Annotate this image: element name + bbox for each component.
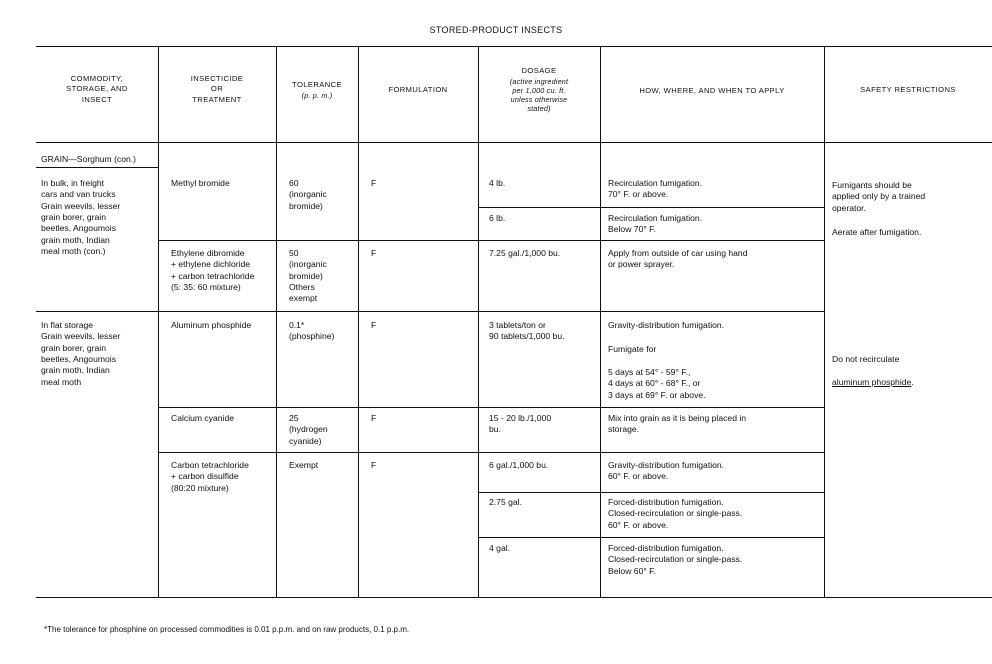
header-formulation: FORMULATION bbox=[388, 85, 448, 94]
commodity-in-bulk: In bulk, in freight cars and van trucks Grain weevils, lesser grain borer, grain beetles, Angoumois grain moth, Indian meal moth (con.) bbox=[41, 178, 121, 257]
tolerance-methyl-bromide: 60 (inorganic bromide) bbox=[289, 178, 327, 211]
formulation-calcium-cyanide: F bbox=[371, 413, 377, 423]
tolerance-aluminum-phosphide: 0.1* (phosphine) bbox=[289, 320, 335, 342]
row-divider bbox=[158, 407, 824, 408]
row-divider bbox=[158, 452, 824, 453]
how-aluminum-phosphide-3: 5 days at 54° - 59° F., 4 days at 60° - 68° F., or 3 days at 69° F. or above. bbox=[608, 367, 706, 400]
dosage-methyl-bromide-1: 4 lb. bbox=[489, 178, 506, 188]
row-divider bbox=[158, 240, 824, 241]
section-title: GRAIN—Sorghum (con.) bbox=[41, 154, 137, 164]
header-insecticide: INSECTICIDE OR TREATMENT bbox=[190, 74, 244, 104]
column-divider bbox=[478, 46, 479, 597]
table-bottom-rule bbox=[36, 597, 992, 598]
formulation-methyl-bromide: F bbox=[371, 178, 377, 188]
formulation-carbon-tetrachloride: F bbox=[371, 460, 377, 470]
header-safety: SAFETY RESTRICTIONS bbox=[860, 85, 956, 94]
column-divider bbox=[276, 46, 277, 597]
safety-suffix: . bbox=[911, 377, 914, 388]
column-divider bbox=[824, 46, 825, 597]
group-divider bbox=[36, 311, 824, 312]
page-title: STORED-PRODUCT INSECTS bbox=[429, 25, 563, 35]
row-divider bbox=[478, 492, 824, 493]
safety-underlined: aluminum phosphide bbox=[832, 377, 912, 388]
safety-aerate: Aerate after fumigation. bbox=[832, 227, 922, 237]
header-how: HOW, WHERE, AND WHEN TO APPLY bbox=[639, 86, 785, 95]
row-divider bbox=[478, 207, 824, 208]
header-bottom-rule bbox=[36, 142, 992, 143]
how-methyl-bromide-2: Recirculation fumigation. Below 70° F. bbox=[608, 213, 703, 235]
dosage-carbon-tetrachloride-1: 6 gal./1,000 bu. bbox=[489, 460, 549, 470]
how-aluminum-phosphide-1: Gravity-distribution fumigation. bbox=[608, 320, 725, 330]
dosage-aluminum-phosphide: 3 tablets/ton or 90 tablets/1,000 bu. bbox=[489, 320, 565, 342]
insecticide-methyl-bromide: Methyl bromide bbox=[171, 178, 230, 188]
dosage-methyl-bromide-2: 6 lb. bbox=[489, 213, 506, 223]
header-tolerance-unit: (p. p. m.) bbox=[301, 91, 333, 100]
row-divider bbox=[478, 537, 824, 538]
header-dosage: DOSAGE bbox=[521, 66, 557, 75]
dosage-carbon-tetrachloride-2: 2.75 gal. bbox=[489, 497, 522, 507]
column-divider bbox=[158, 46, 159, 597]
how-ethylene-dibromide: Apply from outside of car using hand or power sprayer. bbox=[608, 248, 748, 270]
column-divider bbox=[600, 46, 601, 597]
footnote: *The tolerance for phosphine on processed commodities is 0.01 p.p.m. and on raw products, 0.1 p.p.m. bbox=[44, 625, 410, 634]
tolerance-ethylene-dibromide: 50 (inorganic bromide) Others exempt bbox=[289, 248, 327, 304]
dosage-calcium-cyanide: 15 - 20 lb./1,000 bu. bbox=[489, 413, 552, 435]
safety-prefix: Do not recirculate bbox=[832, 354, 900, 365]
header-dosage-note: (active ingredient per 1,000 cu. ft. unless otherwise stated) bbox=[509, 77, 569, 113]
insecticide-ethylene-dibromide: Ethylene dibromide + ethylene dichloride + carbon tetrachloride (5: 35: 60 mixture) bbox=[171, 248, 255, 293]
tolerance-calcium-cyanide: 25 (hydrogen cyanide) bbox=[289, 413, 328, 446]
insecticide-calcium-cyanide: Calcium cyanide bbox=[171, 413, 235, 423]
insecticide-carbon-tetrachloride: Carbon tetrachloride + carbon disulfide (80:20 mixture) bbox=[171, 460, 249, 493]
section-title-rule bbox=[36, 167, 158, 168]
how-calcium-cyanide: Mix into grain as it is being placed in storage. bbox=[608, 413, 747, 435]
how-aluminum-phosphide-2: Fumigate for bbox=[608, 344, 657, 354]
how-carbon-tetrachloride-3: Forced-distribution fumigation. Closed-recirculation or single-pass. Below 60° F. bbox=[608, 543, 743, 576]
commodity-flat-storage: In flat storage Grain weevils, lesser grain borer, grain beetles, Angoumois grain moth, Indian meal moth bbox=[41, 320, 121, 387]
how-carbon-tetrachloride-2: Forced-distribution fumigation. Closed-recirculation or single-pass. 60° F. or above. bbox=[608, 497, 743, 530]
tolerance-carbon-tetrachloride: Exempt bbox=[289, 460, 319, 470]
table-top-rule bbox=[36, 46, 992, 47]
safety-aluminum-phosphide bbox=[832, 343, 914, 388]
formulation-ethylene-dibromide: F bbox=[371, 248, 377, 258]
dosage-carbon-tetrachloride-3: 4 gal. bbox=[489, 543, 511, 553]
safety-fumigants: Fumigants should be applied only by a trained operator. bbox=[832, 180, 926, 213]
formulation-aluminum-phosphide: F bbox=[371, 320, 377, 330]
how-methyl-bromide-1: Recirculation fumigation. 70° F. or above. bbox=[608, 178, 703, 200]
header-tolerance: TOLERANCE bbox=[292, 80, 342, 89]
column-divider bbox=[358, 46, 359, 597]
insecticide-aluminum-phosphide: Aluminum phosphide bbox=[171, 320, 252, 330]
dosage-ethylene-dibromide: 7.25 gal./1,000 bu. bbox=[489, 248, 561, 258]
how-carbon-tetrachloride-1: Gravity-distribution fumigation. 60° F. or above. bbox=[608, 460, 725, 482]
header-commodity: COMMODITY, STORAGE, AND INSECT bbox=[66, 74, 128, 104]
